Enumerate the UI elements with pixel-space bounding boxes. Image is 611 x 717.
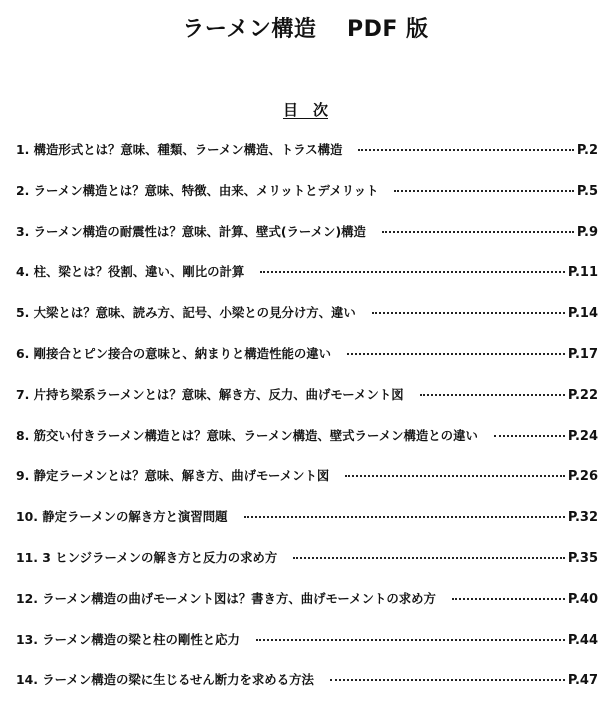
- toc-entry: [16, 589, 598, 630]
- toc-entry-page: P.35: [567, 550, 598, 566]
- dot-leader: [420, 394, 565, 396]
- dot-leader: [494, 435, 565, 437]
- toc-entry: [16, 344, 598, 385]
- toc-entry-title: 6. 剛接合とピン接合の意味と、納まりと構造性能の違い: [16, 345, 332, 361]
- dot-leader: [358, 149, 573, 151]
- toc-entry: [16, 548, 598, 589]
- document-title: ラーメン構造 PDF 版: [182, 17, 429, 42]
- toc-entry-page: P.11: [567, 265, 598, 281]
- dot-leader: [260, 271, 565, 273]
- toc-entry: [16, 385, 598, 426]
- toc-entry-page: P.47: [567, 673, 598, 689]
- toc-list: [16, 140, 598, 711]
- toc-entry: [16, 466, 598, 507]
- toc-entry-title: 10. 静定ラーメンの解き方と演習問題: [16, 509, 228, 525]
- dot-leader: [256, 639, 565, 641]
- toc-entry-page: P.40: [567, 591, 598, 607]
- toc-entry: [16, 222, 598, 263]
- dot-leader: [244, 516, 565, 518]
- toc-entry-title: 4. 柱、梁とは？役割、違い、剛比の計算: [16, 264, 245, 280]
- toc-entry: [16, 670, 598, 711]
- toc-entry-title: 9. 静定ラーメンとは？意味、解き方、曲げモーメント図: [16, 468, 330, 484]
- toc-entry-title: 2. ラーメン構造とは？意味、特徴、由来、メリットとデメリット: [16, 182, 379, 198]
- toc-entry: [16, 181, 598, 222]
- toc-entry-page: P.44: [567, 632, 598, 648]
- toc-entry-title: 11. 3 ヒンジラーメンの解き方と反力の求め方: [16, 549, 278, 565]
- toc-heading: [0, 99, 611, 120]
- dot-leader: [394, 190, 573, 192]
- toc-entry-title: 7. 片持ち梁系ラーメンとは？意味、解き方、反力、曲げモーメント図: [16, 386, 404, 402]
- toc-entry: [16, 262, 598, 303]
- toc-entry-page: P.26: [567, 469, 598, 485]
- toc-entry-title: 13. ラーメン構造の梁と柱の剛性と応力: [16, 631, 240, 647]
- toc-entry-title: 3. ラーメン構造の耐震性は？意味、計算、壁式(ラーメン)構造: [16, 223, 366, 239]
- toc-entry-page: P.9: [576, 224, 598, 240]
- toc-heading-label: 目 次: [282, 101, 328, 119]
- toc-entry-title: 14. ラーメン構造の梁に生じるせん断力を求める方法: [16, 672, 314, 688]
- toc-entry: [16, 140, 598, 181]
- toc-entry-page: P.5: [576, 183, 598, 199]
- toc-entry: [16, 303, 598, 344]
- toc-entry-page: P.17: [567, 346, 598, 362]
- toc-entry-title: 5. 大梁とは？意味、読み方、記号、小梁との見分け方、違い: [16, 305, 356, 321]
- toc-entry: [16, 426, 598, 467]
- dot-leader: [293, 557, 565, 559]
- dot-leader: [382, 231, 574, 233]
- toc-entry-page: P.24: [567, 428, 598, 444]
- toc-entry-title: 12. ラーメン構造の曲げモーメント図は？書き方、曲げモーメントの求め方: [16, 590, 436, 606]
- dot-leader: [452, 598, 565, 600]
- toc-entry-title: 8. 筋交い付きラーメン構造とは？意味、ラーメン構造、壁式ラーメン構造との違い: [16, 427, 478, 443]
- dot-leader: [330, 679, 565, 681]
- toc-entry-page: P.32: [567, 510, 598, 526]
- toc-entry-page: P.22: [567, 387, 598, 403]
- dot-leader: [372, 312, 565, 314]
- toc-entry-page: P.14: [567, 306, 598, 322]
- toc-entry-page: P.2: [576, 143, 598, 158]
- dot-leader: [345, 475, 565, 477]
- dot-leader: [347, 353, 565, 355]
- toc-entry: [16, 507, 598, 548]
- toc-entry: [16, 630, 598, 671]
- toc-entry-title: 1. 構造形式とは？意味、種類、ラーメン構造、トラス構造: [16, 142, 343, 157]
